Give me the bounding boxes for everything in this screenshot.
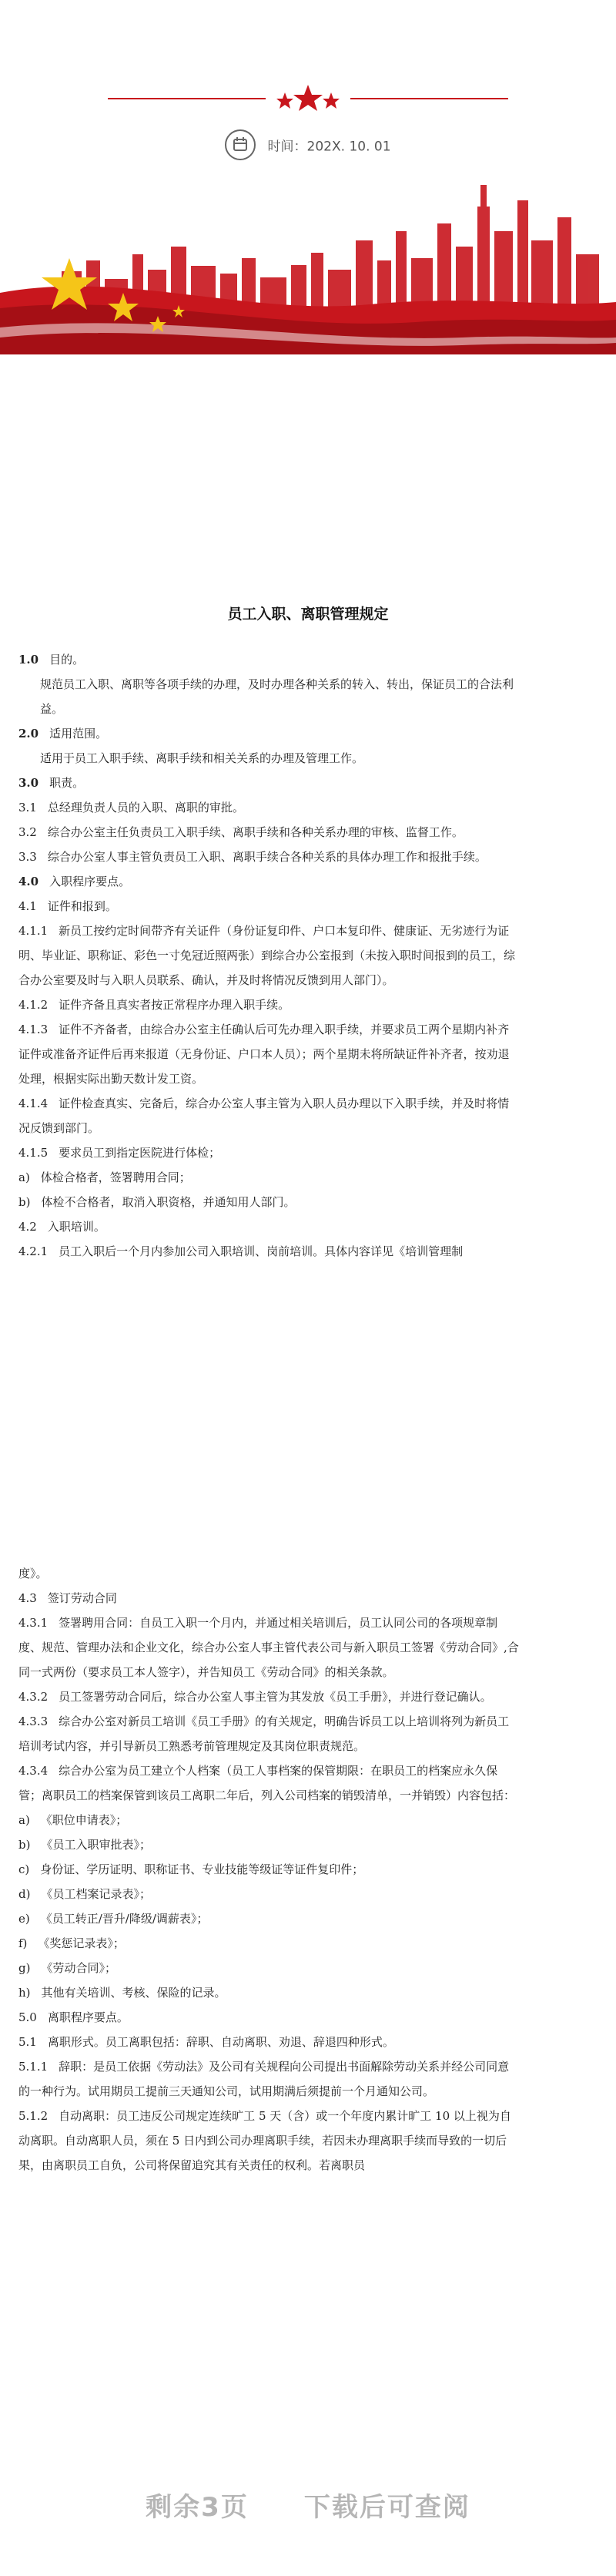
clause-text: 入职程序要点。 bbox=[49, 875, 131, 888]
document-body-part2 bbox=[18, 1561, 521, 2178]
clause-number: 4.1.3 bbox=[18, 1023, 49, 1036]
clause-text: 离职形式。员工离职包括：辞职、自动离职、劝退、辞退四种形式。 bbox=[47, 2035, 394, 2049]
clause-number: a) bbox=[18, 1170, 30, 1184]
clause-text: 适用范围。 bbox=[49, 727, 108, 741]
clause-paragraph bbox=[18, 1980, 521, 2005]
clause-number: e) bbox=[18, 1912, 30, 1926]
clause-paragraph bbox=[18, 1610, 521, 1684]
clause-paragraph bbox=[18, 1956, 521, 1980]
clause-number: 2.0 bbox=[18, 727, 39, 741]
clause-text: 综合办公室对新员工培训《员工手册》的有关规定，明确告诉员工以上培训将列为新员工培训考试内容，并引导新员工熟悉考前管理规定及其岗位职责规范。 bbox=[18, 1715, 510, 1753]
clause-text: 其他有关培训、考核、保险的记录。 bbox=[41, 1986, 226, 2000]
clause-text: 要求员工到指定医院进行体检； bbox=[59, 1146, 221, 1160]
clause-paragraph bbox=[18, 1140, 521, 1165]
clause-paragraph bbox=[18, 1586, 521, 1610]
clause-number: 4.2.1 bbox=[18, 1244, 49, 1258]
clause-paragraph bbox=[18, 894, 521, 919]
document-body-part1 bbox=[18, 647, 521, 1264]
clause-number: g) bbox=[18, 1961, 31, 1975]
clause-number: 5.1.1 bbox=[18, 2060, 49, 2074]
clause-number: 5.0 bbox=[18, 2010, 37, 2024]
clause-text: 《奖惩记录表》； bbox=[38, 1936, 125, 1950]
clause-text: 辞职：是员工依据《劳动法》及公司有关规程向公司提出书面解除劳动关系并经公司同意的一种行为。试用期员工提前三天通知公司，试用期满后须提前一个月通知公司。 bbox=[18, 2060, 510, 2098]
clause-text: 《职位申请表》； bbox=[40, 1813, 128, 1827]
clause-text: 职责。 bbox=[49, 776, 85, 790]
banner-graphic bbox=[0, 0, 616, 354]
clause-text: 员工签署劳动合同后，综合办公室人事主管为其发放《员工手册》，并进行登记确认。 bbox=[59, 1690, 492, 1704]
clause-paragraph bbox=[18, 1684, 521, 1709]
clause-paragraph bbox=[18, 1832, 521, 1857]
clause-paragraph bbox=[18, 992, 521, 1017]
clause-number: 3.3 bbox=[18, 850, 37, 864]
clause-text: 签署聘用合同：自员工入职一个月内，并通过相关培训后，员工认同公司的各项规章制度、规范、管理办法和企业文化，综合办公室人事主管代表公司与新入职员工签署《劳动合同》,合同一式两份（要求员工本人签字），并告知员工《劳动合同》的相关条款。 bbox=[18, 1616, 519, 1679]
clause-text: 综合办公室主任负责员工入职手续、离职手续和各种关系办理的审核、监督工作。 bbox=[47, 825, 464, 839]
clause-number: 4.2 bbox=[18, 1220, 37, 1234]
clause-paragraph bbox=[18, 795, 521, 820]
clause-number: 4.3 bbox=[18, 1591, 37, 1605]
clause-number: f) bbox=[18, 1936, 28, 1950]
clause-paragraph bbox=[18, 919, 521, 992]
clause-text: 签订劳动合同 bbox=[47, 1591, 117, 1605]
calendar-icon bbox=[225, 129, 256, 160]
clause-paragraph bbox=[18, 1882, 521, 1906]
clause-paragraph bbox=[18, 2104, 521, 2178]
star-icon bbox=[276, 92, 293, 109]
clause-text: 员工入职后一个月内参加公司入职培训、岗前培训。具体内容详见《培训管理制 bbox=[59, 1244, 464, 1258]
clause-text: 《员工档案记录表》； bbox=[41, 1887, 151, 1901]
clause-number: 4.1 bbox=[18, 899, 37, 913]
clause-text: 自动离职：员工违反公司规定连续旷工 5 天（含）或一个年度内累计旷工 10 以上视为自动离职。自动离职人员，须在 5 日内到公司办理离职手续，若因未办理离职手续而导致的一切后果，由离职员工自负，公司将保留追究其有关责任的权利。若离职员 bbox=[18, 2109, 511, 2172]
clause-paragraph bbox=[18, 2030, 521, 2054]
clause-text: 《员工转正/晋升/降级/调薪表》； bbox=[40, 1912, 209, 1926]
clause-paragraph bbox=[18, 1214, 521, 1239]
clause-text: 综合办公室为员工建立个人档案（员工人事档案的保管期限：在职员工的档案应永久保管；离职员工的档案保管到该员工离职二年后，列入公司档案的销毁清单，一并销毁）内容包括： bbox=[18, 1764, 516, 1802]
clause-number: 3.2 bbox=[18, 825, 37, 839]
clause-paragraph bbox=[18, 1709, 521, 1758]
clause-number: 3.0 bbox=[18, 776, 39, 790]
star-icon bbox=[293, 85, 323, 111]
clause-text: 《劳动合同》； bbox=[41, 1961, 116, 1975]
clause-number: 4.1.1 bbox=[18, 924, 49, 938]
clause-number: 3.1 bbox=[18, 801, 37, 814]
clause-text: 《员工入职审批表》； bbox=[41, 1838, 151, 1852]
clause-number: 4.3.4 bbox=[18, 1764, 49, 1778]
clause-text: 适用于员工入职手续、离职手续和相关关系的办理及管理工作。 bbox=[40, 751, 364, 765]
clause-number: b) bbox=[18, 1838, 31, 1852]
clause-text: 证件不齐备者，由综合办公室主任确认后可先办理入职手续，并要求员工两个星期内补齐证件或准备齐证件后再来报道（无身份证、户口本人员）；两个星期未将所缺证件补齐者，按劝退处理，根据实际出勤天数计发工资。 bbox=[18, 1023, 510, 1086]
clause-text: 新员工按约定时间带齐有关证件（身份证复印件、户口本复印件、健康证、无劣迹行为证明、毕业证、职称证、彩色一寸免冠近照两张）到综合办公室报到（未按入职时间报到的员工，综合办公室要及时与入职人员联系、确认，并及时将情况反馈到用人部门）。 bbox=[18, 924, 516, 987]
clause-paragraph bbox=[18, 1190, 521, 1214]
clause-number: b) bbox=[18, 1195, 31, 1209]
clause-number: 4.3.1 bbox=[18, 1616, 49, 1630]
clause-paragraph bbox=[18, 771, 521, 795]
clause-text: 规范员工入职、离职等各项手续的办理，及时办理各种关系的转入、转出，保证员工的合法利益。 bbox=[40, 677, 514, 716]
clause-number: 4.3.2 bbox=[18, 1690, 49, 1704]
clause-paragraph bbox=[18, 1561, 521, 1586]
clause-paragraph bbox=[18, 1165, 521, 1190]
date-label: 时间：202X. 10. 01 bbox=[267, 139, 391, 155]
clause-paragraph bbox=[18, 1906, 521, 1931]
clause-text: 证件和报到。 bbox=[47, 899, 117, 913]
clause-number: 5.1.2 bbox=[18, 2109, 49, 2123]
clause-text: 证件检查真实、完备后，综合办公室人事主管为入职人员办理以下入职手续，并及时将情况反馈到部门。 bbox=[18, 1097, 510, 1135]
clause-text: 综合办公室人事主管负责员工入职、离职手续合各种关系的具体办理工作和报批手续。 bbox=[47, 850, 487, 864]
clause-paragraph bbox=[18, 746, 521, 771]
clause-paragraph bbox=[18, 1808, 521, 1832]
clause-text: 入职培训。 bbox=[47, 1220, 105, 1234]
clause-number: a) bbox=[18, 1813, 30, 1827]
clause-paragraph bbox=[18, 869, 521, 894]
clause-number: 1.0 bbox=[18, 653, 39, 667]
clause-text: 目的。 bbox=[49, 653, 85, 667]
clause-paragraph bbox=[18, 1857, 521, 1882]
clause-number: 4.1.4 bbox=[18, 1097, 49, 1110]
clause-number: 4.1.2 bbox=[18, 998, 49, 1012]
clause-text: 体检合格者，签署聘用合同； bbox=[40, 1170, 191, 1184]
clause-paragraph bbox=[18, 820, 521, 845]
remaining-pages-notice: 剩余3页 下载后可查阅 bbox=[146, 2492, 470, 2523]
clause-text: 总经理负责人员的入职、离职的审批。 bbox=[47, 801, 244, 814]
clause-number: c) bbox=[18, 1862, 30, 1876]
clause-paragraph bbox=[18, 2054, 521, 2104]
clause-text: 离职程序要点。 bbox=[47, 2010, 129, 2024]
clause-text: 身份证、学历证明、职称证书、专业技能等级证等证件复印件； bbox=[40, 1862, 364, 1876]
clause-number: d) bbox=[18, 1887, 31, 1901]
clause-paragraph bbox=[18, 721, 521, 746]
clause-text: 证件齐备且真实者按正常程序办理入职手续。 bbox=[59, 998, 290, 1012]
clause-paragraph bbox=[18, 1091, 521, 1140]
clause-number: 4.0 bbox=[18, 875, 39, 888]
clause-paragraph bbox=[18, 845, 521, 869]
clause-number: h) bbox=[18, 1986, 31, 2000]
clause-paragraph bbox=[18, 672, 521, 721]
star-icon bbox=[323, 92, 340, 109]
clause-paragraph bbox=[18, 1758, 521, 1808]
header-banner bbox=[0, 0, 616, 354]
clause-paragraph bbox=[18, 1017, 521, 1091]
clause-paragraph bbox=[18, 647, 521, 672]
clause-number: 5.1 bbox=[18, 2035, 37, 2049]
clause-text: 度》。 bbox=[18, 1567, 48, 1580]
clause-number: 4.1.5 bbox=[18, 1146, 49, 1160]
document-title: 员工入职、离职管理规定 bbox=[227, 606, 389, 623]
clause-paragraph bbox=[18, 2005, 521, 2030]
clause-number: 4.3.3 bbox=[18, 1715, 49, 1728]
date-row bbox=[0, 129, 616, 160]
clause-text: 体检不合格者，取消入职资格，并通知用人部门。 bbox=[41, 1195, 296, 1209]
clause-paragraph bbox=[18, 1239, 521, 1264]
clause-paragraph bbox=[18, 1931, 521, 1956]
